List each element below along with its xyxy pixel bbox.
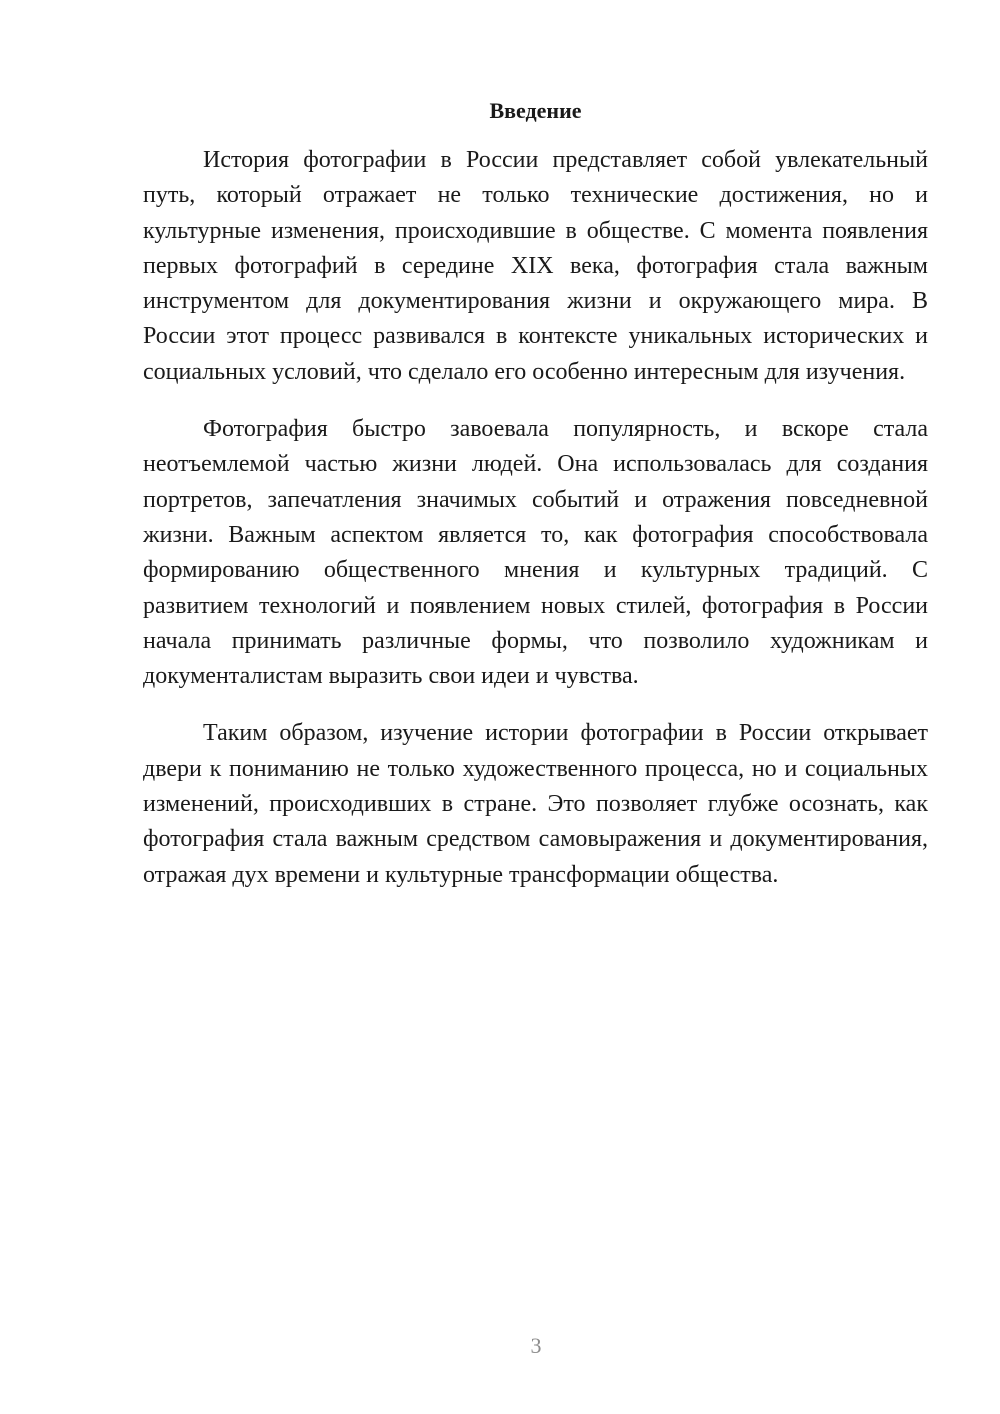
paragraph-3: Таким образом, изучение истории фотографии в России открывает двери к пониманию не только художественного процесса, но и социальных изменений, происходивших в стране. Это позволяет глубже осознать, как фотография стала важным средством самовыражения и документирования, отражая дух времени и культурные трансформации общества. bbox=[143, 720, 928, 888]
page-number: 3 bbox=[530, 1333, 542, 1358]
section-heading: Введение bbox=[489, 98, 582, 123]
paragraph-2: Фотография быстро завоевала популярность, и вскоре стала неотъемлемой частью жизни людей. Она использовалась для создания портретов, запечатления значимых событий и отражения повседневной жизни. Важным аспектом является то, как фотография способствовала формированию общественного мнения и культурных традиций. С развитием технологий и появлением новых стилей, фотография в России начала принимать различные формы, что позволило художникам и документалистам выразить свои идеи и чувства. bbox=[143, 416, 928, 690]
page-content bbox=[143, 96, 928, 893]
paragraph-1: История фотографии в России представляет собой увлекательный путь, который отражает не только технические достижения, но и культурные изменения, происходившие в обществе. С момента появления первых фотографий в середине XIX века, фотография стала важным инструментом для документирования жизни и окружающего мира. В России этот процесс развивался в контексте уникальных исторических и социальных условий, что сделало его особенно интересным для изучения. bbox=[143, 147, 928, 385]
